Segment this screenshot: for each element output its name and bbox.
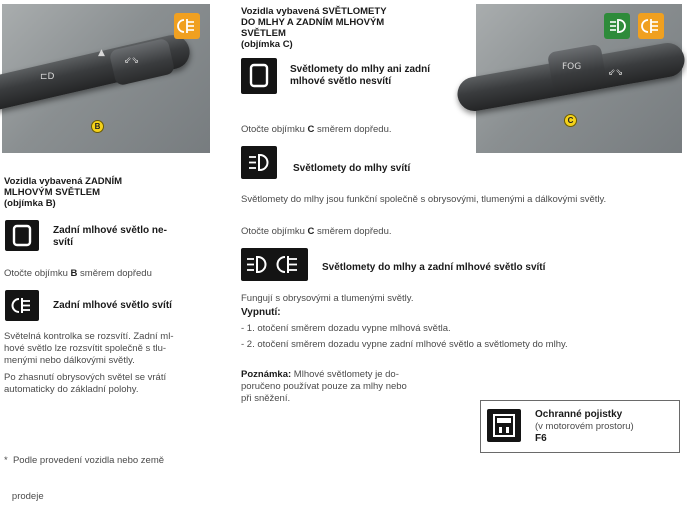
front-and-rear-fog-icon xyxy=(241,248,308,281)
list-item: - 1. otočení směrem dozadu vypne mlhová světla. xyxy=(241,323,451,334)
front-fog-icon xyxy=(241,146,277,179)
right-turn-instruction-1: Otočte objímku C směrem dopředu. xyxy=(241,124,392,135)
right-off-label: Světlomety do mlhy ani zadní mlhové světlo nesvítí xyxy=(290,64,431,87)
badge-c: C xyxy=(564,114,577,127)
note: Poznámka: Mlhové světlomety je do- poručeno používat pouze za mlhy nebo při sněžení. xyxy=(241,369,407,404)
left-off-label: Zadní mlhové světlo ne- svítí xyxy=(53,225,167,248)
fuse-info-box xyxy=(480,400,680,453)
left-turn-instruction: Otočte objímku B směrem dopředu xyxy=(4,268,152,279)
both-fog-on-label: Světlomety do mlhy a zadní mlhové světlo svítí xyxy=(322,262,546,273)
fuse-code: F6 xyxy=(535,433,547,444)
rear-fog-icon xyxy=(5,290,39,321)
fuse-box-icon xyxy=(487,409,521,442)
switch-off-icon xyxy=(241,58,277,94)
left-heading: Vozidla vybavená ZADNÍM MLHOVÝM SVĚTLEM (objímka B) xyxy=(4,176,123,209)
front-fog-description: Světlomety do mlhy jsou funkční společně s obrysovými, tlumenými a dálkovými světly. xyxy=(241,194,607,205)
right-turn-instruction-2: Otočte objímku C směrem dopředu. xyxy=(241,226,392,237)
both-fog-description: Fungují s obrysovými a tlumenými světly. xyxy=(241,293,414,304)
fuse-title: Ochranné pojistky xyxy=(535,409,623,420)
footnote: * Podle provedení vozidla nebo země prodeje xyxy=(4,455,165,502)
switch-off-heading: Vypnutí: xyxy=(241,307,281,318)
switch-off-icon xyxy=(5,220,39,251)
fuse-location: (v motorovém prostoru) xyxy=(535,421,634,432)
rear-fog-indicator-icon xyxy=(638,13,664,39)
left-on-label: Zadní mlhové světlo svítí xyxy=(53,300,172,311)
left-stalk-photo: ⇙⇘ ⊏D ▲ B xyxy=(2,4,210,153)
front-fog-on-label: Světlomety do mlhy svítí xyxy=(293,163,411,174)
rear-fog-indicator-icon xyxy=(174,13,200,39)
list-item: - 2. otočení směrem dozadu vypne zadní mlhové světlo a světlomety do mlhy. xyxy=(241,339,568,350)
left-paragraph-2: Po zhasnutí obrysových světel se vrátí automaticky do základní polohy. xyxy=(4,372,167,395)
right-stalk-photo: FOG ⇙⇘ C xyxy=(476,4,682,153)
front-fog-indicator-icon xyxy=(604,13,630,39)
right-heading: Vozidla vybavená SVĚTLOMETY DO MLHY A ZADNÍM MLHOVÝM SVĚTLEM (objímka C) xyxy=(241,6,387,50)
badge-b: B xyxy=(91,120,104,133)
left-paragraph-1: Světelná kontrolka se rozsvítí. Zadní ml- hové světlo lze rozsvítit společně s tlu- menými nebo dálkovými světly. xyxy=(4,331,174,366)
